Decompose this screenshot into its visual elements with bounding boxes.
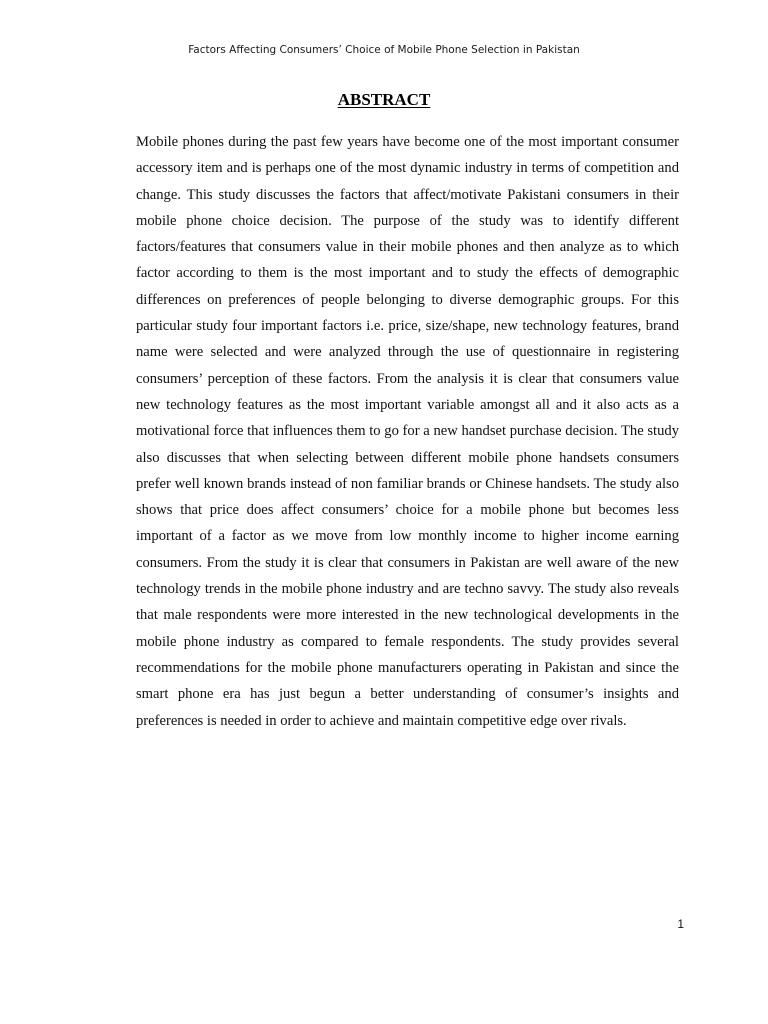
running-header: Factors Affecting Consumers’ Choice of Mobile Phone Selection in Pakistan xyxy=(188,44,580,56)
abstract-paragraph: Mobile phones during the past few years have become one of the most important consumer accessory item and is perhaps one of the most dynamic industry in terms of competition and change. This study discusses the factors that affect/motivate Pakistani consumers in their mobile phone choice decision. The purpose of the study was to identify different factors/features that consumers value in their mobile phones and then analyze as to which factor according to them is the most important and to study the effects of demographic differences on preferences of people belonging to diverse demographic groups. For this particular study four important factors i.e. price, size/shape, new technology features, brand name were selected and were analyzed through the use of questionnaire in registering consumers’ perception of these factors. From the analysis it is clear that consumers value new technology features as the most important variable amongst all and it also acts as a motivational force that influences them to go for a new handset purchase decision. The study also discusses that when selecting between different mobile phone handsets consumers prefer well known brands instead of non familiar brands or Chinese handsets. The study also shows that price does affect consumers’ choice for a mobile phone but becomes less important of a factor as we move from low monthly income to higher income earning consumers. From the study it is clear that consumers in Pakistan are well aware of the new technology trends in the mobile phone industry and are techno savvy. The study also reveals that male respondents were more interested in the new technological developments in the mobile phone industry as compared to female respondents. The study provides several recommendations for the mobile phone manufacturers operating in Pakistan and since the smart phone era has just begun a better understanding of consumer’s insights and preferences is needed in order to achieve and maintain competitive edge over rivals. xyxy=(136,134,679,729)
page-number: 1 xyxy=(677,917,684,931)
abstract-heading xyxy=(0,90,768,110)
abstract-heading-text: ABSTRACT xyxy=(337,90,431,109)
